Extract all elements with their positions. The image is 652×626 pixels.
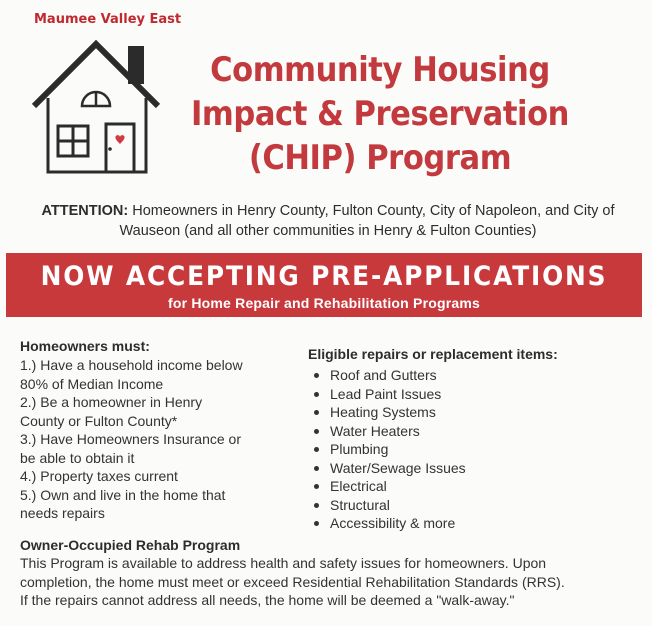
title-line-1: Community Housing [210, 50, 550, 90]
rehab-program-section [20, 537, 640, 610]
rehab-description [20, 554, 640, 610]
bullet-icon [314, 484, 319, 489]
banner-subheadline: for Home Repair and Rehabilitation Programs [168, 295, 480, 311]
bullet-icon [314, 410, 319, 415]
requirement-line: be able to obtain it [20, 449, 135, 466]
bullet-icon [314, 429, 319, 434]
bullet-icon [314, 521, 319, 526]
attention-label: ATTENTION: [41, 203, 129, 219]
bullet-icon [314, 447, 319, 452]
eligible-items-section [308, 346, 628, 533]
eligible-items-list [314, 366, 628, 533]
requirements-heading: Homeowners must: [20, 338, 150, 354]
list-item [314, 440, 628, 459]
banner-headline: NOW ACCEPTING PRE-APPLICATIONS [40, 261, 608, 292]
bullet-icon [314, 503, 319, 508]
list-item-label: Accessibility & more [330, 515, 456, 531]
announcement-banner [6, 253, 642, 317]
bullet-icon [314, 373, 319, 378]
rehab-line: If the repairs cannot address all needs, the home will be deemed a "walk-away." [20, 592, 515, 608]
list-item [314, 422, 628, 441]
title-line-3: (CHIP) Program [248, 138, 512, 178]
requirement-line: 3.) Have Homeowners Insurance or [20, 431, 241, 447]
requirement-line: needs repairs [20, 505, 105, 521]
bullet-icon [314, 392, 319, 397]
list-item-label: Lead Paint Issues [330, 385, 442, 402]
list-item [314, 514, 628, 533]
requirement-line: 1.) Have a household income below [20, 357, 243, 373]
rehab-line: completion, the home must meet or exceed Residential Rehabilitation Standards (RRS). [20, 573, 565, 590]
requirement-line: 80% of Median Income [20, 375, 164, 392]
requirement-line: 5.) Own and live in the home that [20, 486, 226, 503]
program-title [191, 48, 569, 180]
requirements-section [20, 338, 290, 523]
requirement-line: 2.) Be a homeowner in Henry [20, 394, 203, 410]
house-logo-icon [28, 40, 166, 180]
list-item [314, 496, 628, 515]
list-item-label: Structural [330, 496, 390, 513]
list-item-label: Heating Systems [330, 404, 436, 420]
list-item-label: Roof and Gutters [330, 367, 437, 383]
requirements-list [20, 356, 290, 523]
requirement-line: 4.) Property taxes current [20, 468, 178, 484]
title-line-2: Impact & Preservation [191, 94, 569, 134]
list-item [314, 477, 628, 496]
list-item [314, 403, 628, 422]
list-item [314, 459, 628, 478]
rehab-heading: Owner-Occupied Rehab Program [20, 537, 241, 553]
list-item-label: Plumbing [330, 441, 389, 457]
requirement-line: County or Fulton County* [20, 412, 178, 429]
rehab-line: This Program is available to address health and safety issues for homeowners. Upon [20, 555, 547, 571]
list-item-label: Electrical [330, 478, 387, 494]
bullet-icon [314, 466, 319, 471]
list-item-label: Water/Sewage Issues [330, 459, 466, 476]
org-name: Maumee Valley East [34, 12, 182, 27]
list-item [314, 366, 628, 385]
attention-text: Homeowners in Henry County, Fulton County, City of Napoleon, and City of Wauseon (and all other communities in Henry & Fulton Counties) [119, 203, 615, 239]
eligible-heading: Eligible repairs or replacement items: [308, 346, 558, 362]
attention-notice [20, 201, 636, 241]
list-item-label: Water Heaters [330, 422, 420, 439]
list-item [314, 385, 628, 404]
